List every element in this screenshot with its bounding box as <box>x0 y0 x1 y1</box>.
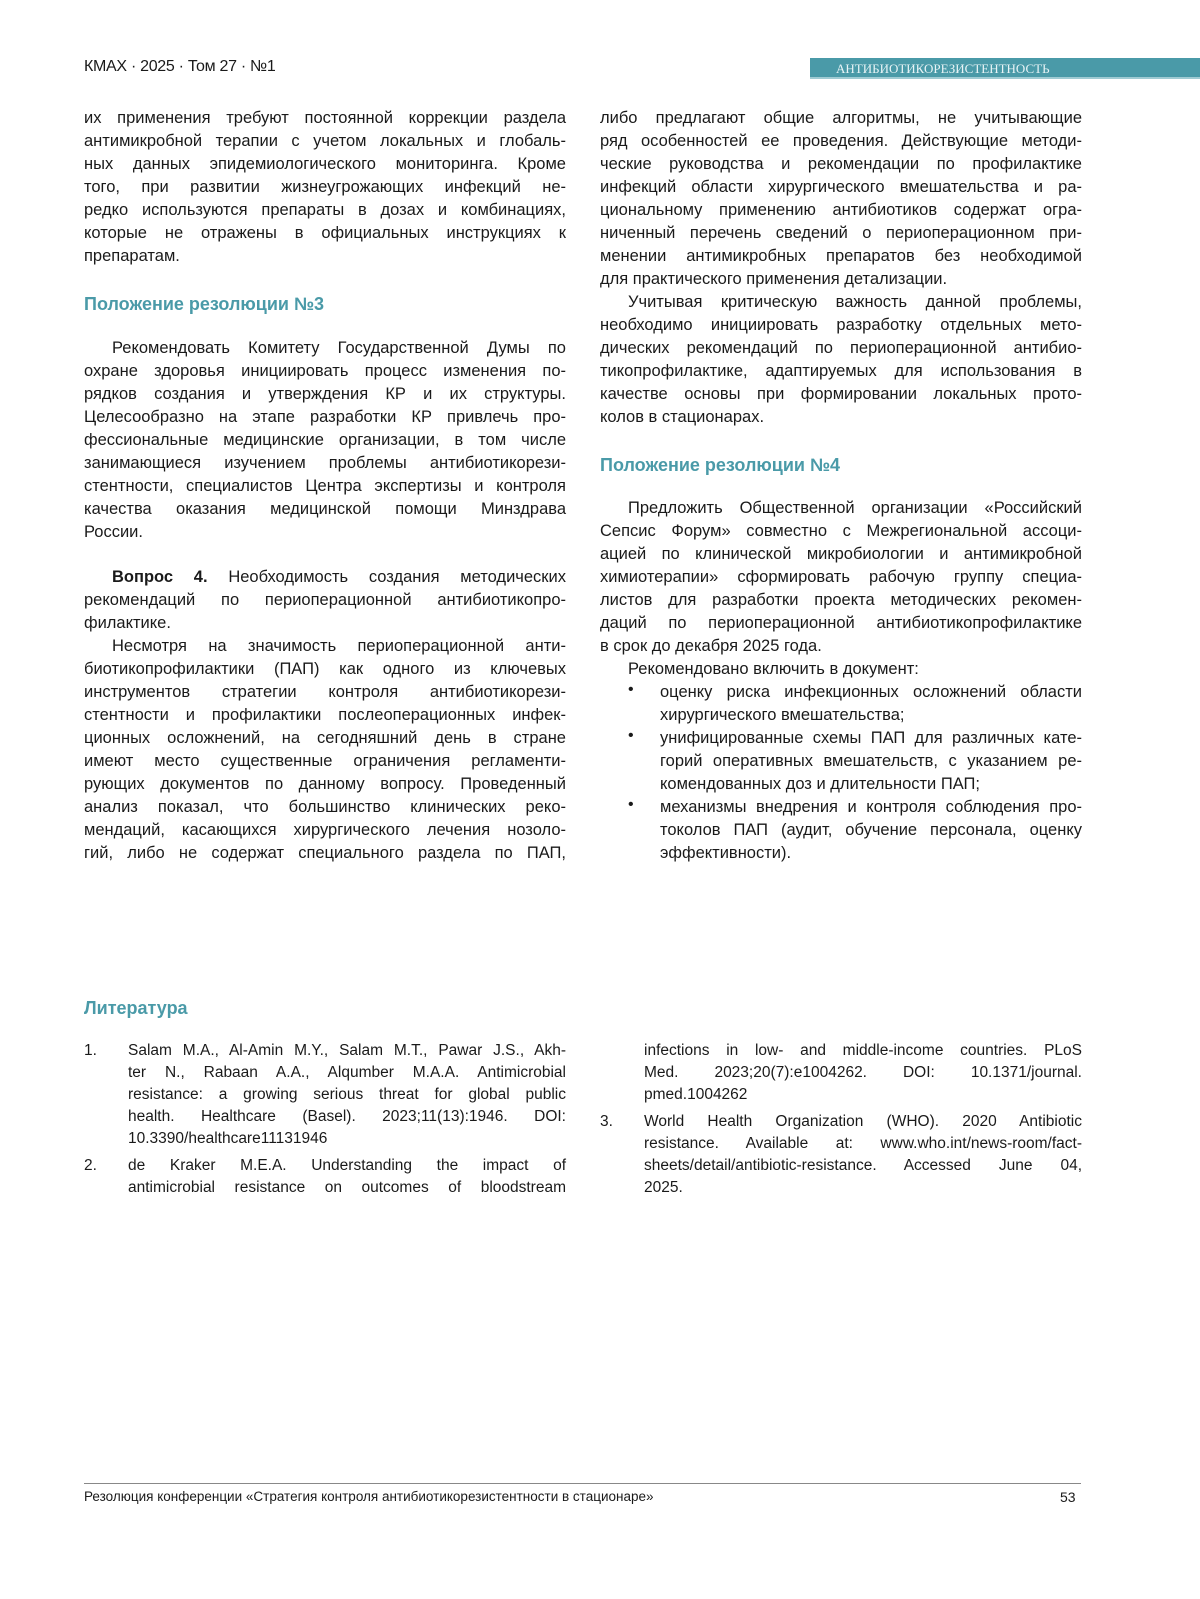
text-line: Med. 2023;20(7):e1004262. DOI: 10.1371/journal. <box>644 1062 1082 1084</box>
text-line: менении антимикробных препаратов без необходимой <box>600 245 1082 268</box>
text-line: health. Healthcare (Basel). 2023;11(13):1946. DOI: <box>128 1106 566 1128</box>
text-line: инфекций области хирургического вмешательства и ра- <box>600 176 1082 199</box>
references-heading: Литература <box>84 998 188 1019</box>
reference-number: 3. <box>600 1111 613 1133</box>
text-line: токолов ПАП (аудит, обучение персонала, оценку <box>616 819 1082 842</box>
text-line: антимикробной терапии с учетом локальных и глобаль- <box>84 130 566 153</box>
text-line: даций по периоперационной антибиотикопрофилактике <box>600 612 1082 635</box>
paragraph <box>84 107 566 268</box>
text-line: infections in low- and middle-income countries. PLoS <box>644 1040 1082 1062</box>
text-line: Рекомендовать Комитету Государственной Думы по <box>84 337 566 360</box>
bullet-item <box>600 796 1082 865</box>
question-line <box>84 566 566 589</box>
text-line: ционных осложнений, на сегодняшний день в стране <box>84 727 566 750</box>
section-heading: Положение резолюции №4 <box>600 455 840 476</box>
text-line: оценку риска инфекционных осложнений области <box>616 681 1082 704</box>
text-line: России. <box>84 521 566 544</box>
text-line: которые не отражены в официальных инструкциях к <box>84 222 566 245</box>
page-number: 53 <box>1060 1489 1076 1505</box>
text-line: 2025. <box>644 1177 1082 1199</box>
text-line: имеют место существенные ограничения регламенти- <box>84 750 566 773</box>
text-line: гий, либо не содержат специального раздела по ПАП, <box>84 842 566 865</box>
paragraph <box>84 589 566 635</box>
reference-item-continued <box>644 1040 1082 1106</box>
question-label: Вопрос 4. <box>112 568 208 586</box>
section-heading: Положение резолюции №3 <box>84 294 324 315</box>
paragraph <box>600 291 1082 429</box>
text-line: ниченный перечень сведений о периоперационном при- <box>600 222 1082 245</box>
text-line: pmed.1004262 <box>644 1084 1082 1106</box>
bullet-intro <box>600 658 1082 865</box>
text-line: antimicrobial resistance on outcomes of bloodstream <box>128 1177 566 1199</box>
text-line: Salam M.A., Al-Amin M.Y., Salam M.T., Pawar J.S., Akh- <box>128 1040 566 1062</box>
bullet-icon: • <box>628 796 634 814</box>
text-line: ряд особенностей ее проведения. Действующие методи- <box>600 130 1082 153</box>
text-line: стентности и профилактики послеоперационных инфек- <box>84 704 566 727</box>
text-line: необходимо инициировать разработку отдельных мето- <box>600 314 1082 337</box>
text-line: рядков создания и утверждения КР и их структуры. <box>84 383 566 406</box>
text-line: инструментов стратегии контроля антибиотикорези- <box>84 681 566 704</box>
text-line: того, при развитии жизнеугрожающих инфекций не- <box>84 176 566 199</box>
text-line: de Kraker M.E.A. Understanding the impact of <box>128 1155 566 1177</box>
text-line: рующих документов по данному вопросу. Проведенный <box>84 773 566 796</box>
text-line: мендаций, касающихся хирургического лечения нозоло- <box>84 819 566 842</box>
section-banner: АНТИБИОТИКОРЕЗИСТЕНТНОСТЬ <box>810 58 1200 79</box>
text-line: resistance. Available at: www.who.int/news-room/fact- <box>644 1133 1082 1155</box>
text-line: для практического применения детализации. <box>600 268 1082 291</box>
text-line: Предложить Общественной организации «Российский <box>600 497 1082 520</box>
text-line: биотикопрофилактики (ПАП) как одного из ключевых <box>84 658 566 681</box>
text-line: препаратам. <box>84 245 566 268</box>
reference-number: 1. <box>84 1040 97 1062</box>
text-line: филактике. <box>84 612 566 635</box>
text-line: комендованных доз и длительности ПАП; <box>616 773 1082 796</box>
journal-header: КМАХ · 2025 · Том 27 · №1 <box>84 58 275 76</box>
text-line: resistance: a growing serious threat for global public <box>128 1084 566 1106</box>
text-line: листов для разработки проекта методических рекомен- <box>600 589 1082 612</box>
text-line: в срок до декабря 2025 года. <box>600 635 1082 658</box>
text-line: занимающиеся изучением проблемы антибиотикорези- <box>84 452 566 475</box>
text-line: стентности, специалистов Центра экспертизы и контроля <box>84 475 566 498</box>
text-line: эффективности). <box>616 842 1082 865</box>
text-line: тикопрофилактике, адаптируемых для использования в <box>600 360 1082 383</box>
text-line: анализ показал, что большинство клинических реко- <box>84 796 566 819</box>
question-text: Необходимость создания методических <box>228 568 566 586</box>
text-line: ческие руководства и рекомендации по профилактике <box>600 153 1082 176</box>
text-line: охране здоровья инициировать процесс изменения по- <box>84 360 566 383</box>
text-line: ацией по клинической микробиологии и антимикробной <box>600 543 1082 566</box>
bullet-icon: • <box>628 727 634 745</box>
footer-text: Резолюция конференции «Стратегия контроля антибиотикорезистентности в стационаре» <box>84 1489 653 1504</box>
reference-item <box>644 1111 1082 1199</box>
text-line: фессиональные медицинские организации, в том числе <box>84 429 566 452</box>
paragraph <box>600 497 1082 658</box>
text-line: циональному применению антибиотиков содержат огра- <box>600 199 1082 222</box>
text-line: Несмотря на значимость периоперационной анти- <box>84 635 566 658</box>
text-line: Сепсис Форум» совместно с Межрегиональной ассоци- <box>600 520 1082 543</box>
text-line: качестве основы при формировании локальных прото- <box>600 383 1082 406</box>
text-line: рекомендаций по периоперационной антибиотикопро- <box>84 589 566 612</box>
reference-number: 2. <box>84 1155 97 1177</box>
text-line: горий оперативных вмешательств, с указанием ре- <box>616 750 1082 773</box>
text-line: Учитывая критическую важность данной проблемы, <box>600 291 1082 314</box>
bullet-icon: • <box>628 681 634 699</box>
reference-item <box>128 1155 566 1199</box>
text-line: Целесообразно на этапе разработки КР привлечь про- <box>84 406 566 429</box>
text-line: механизмы внедрения и контроля соблюдения про- <box>616 796 1082 819</box>
paragraph <box>84 337 566 544</box>
text-line: хирургического вмешательства; <box>616 704 1082 727</box>
text-line: либо предлагают общие алгоритмы, не учитывающие <box>600 107 1082 130</box>
text-line: sheets/detail/antibiotic-resistance. Accessed June 04, <box>644 1155 1082 1177</box>
text-line: колов в стационарах. <box>600 406 1082 429</box>
bullet-intro-text: Рекомендовано включить в документ: <box>600 658 1082 681</box>
text-line: дических рекомендаций по периоперационной антибио- <box>600 337 1082 360</box>
question-paragraph <box>84 566 566 635</box>
text-line: качества оказания медицинской помощи Минздрава <box>84 498 566 521</box>
text-line: их применения требуют постоянной коррекции раздела <box>84 107 566 130</box>
text-line: химиотерапии» сформировать рабочую группу специа- <box>600 566 1082 589</box>
text-line: 10.3390/healthcare11131946 <box>128 1128 566 1150</box>
text-line: World Health Organization (WHO). 2020 Antibiotic <box>644 1111 1082 1133</box>
text-line: ter N., Rabaan A.A., Alqumber M.A.A. Antimicrobial <box>128 1062 566 1084</box>
text-line: ных данных эпидемиологического мониторинга. Кроме <box>84 153 566 176</box>
bullet-item <box>600 681 1082 727</box>
bullet-list <box>600 681 1082 865</box>
text-line: унифицированные схемы ПАП для различных кате- <box>616 727 1082 750</box>
paragraph <box>600 107 1082 291</box>
reference-item <box>128 1040 566 1150</box>
paragraph <box>84 635 566 865</box>
footer-divider <box>84 1483 1081 1484</box>
text-line: редко используются препараты в дозах и комбинациях, <box>84 199 566 222</box>
bullet-item <box>600 727 1082 796</box>
